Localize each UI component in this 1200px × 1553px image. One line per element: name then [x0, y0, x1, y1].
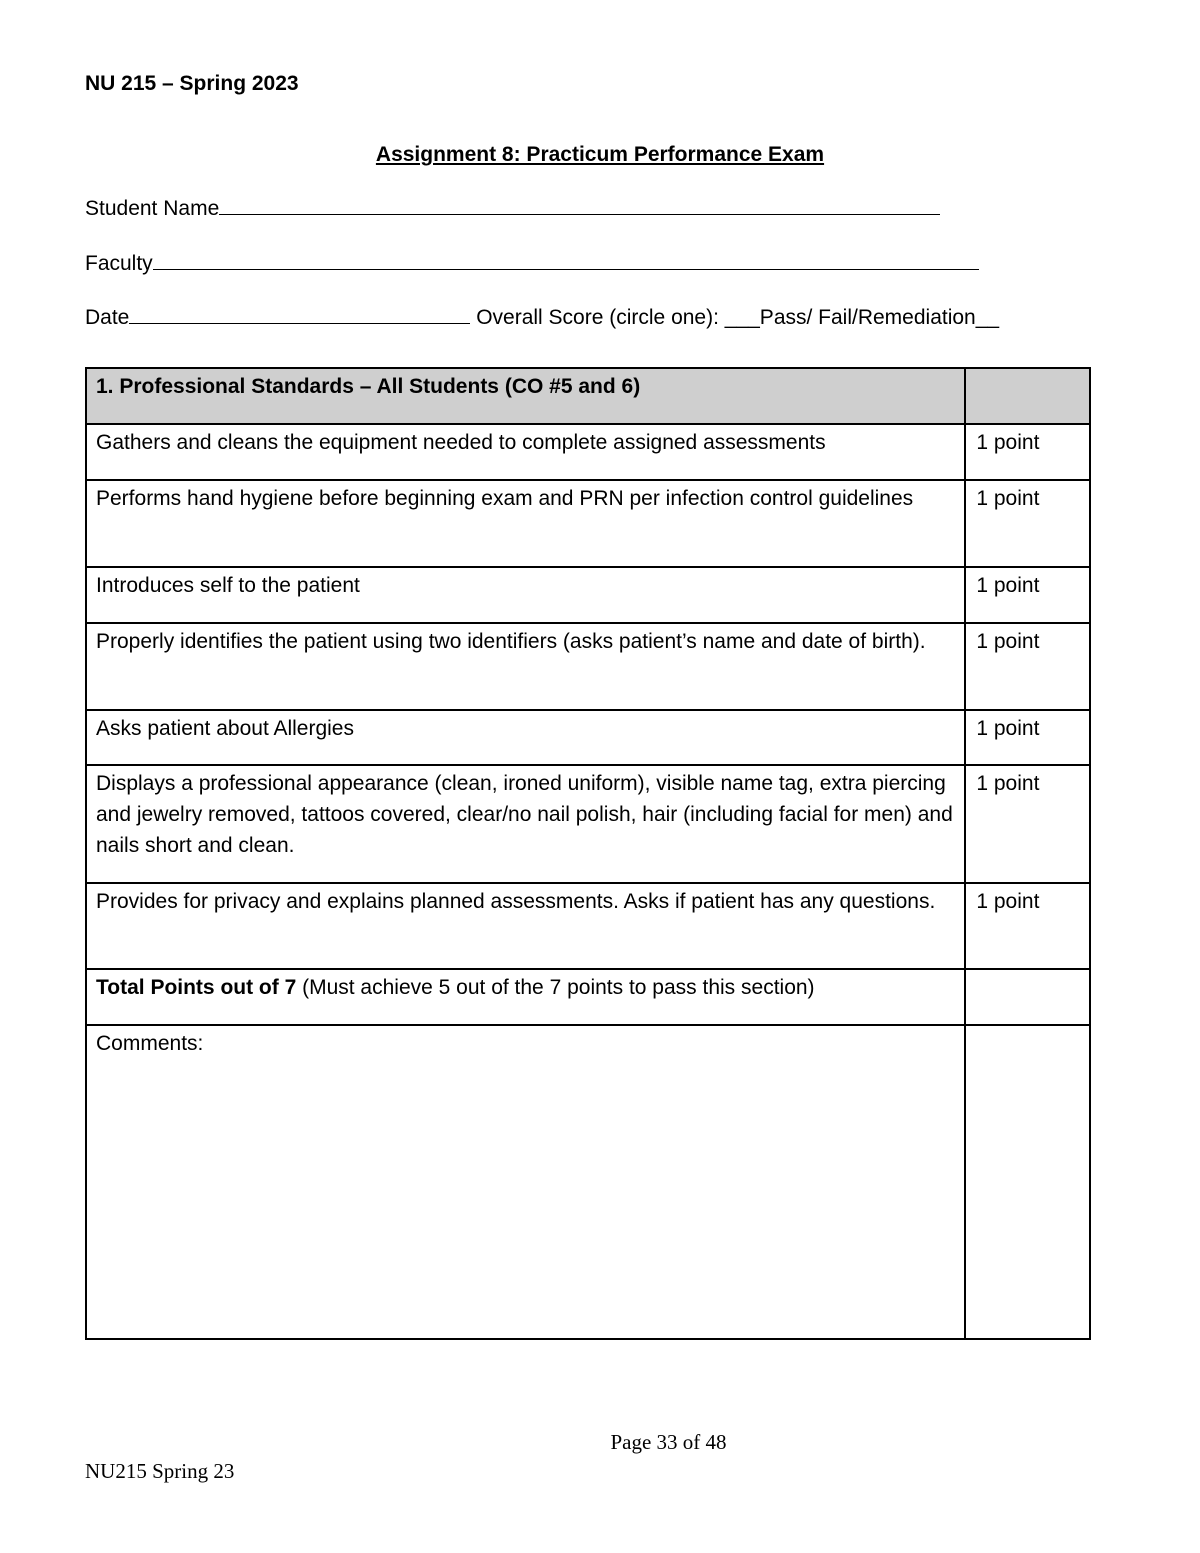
faculty-label: Faculty	[85, 252, 153, 275]
date-label: Date	[85, 306, 130, 329]
table-row	[86, 883, 1090, 969]
item-description: Properly identifies the patient using two identifiers (asks patient’s name and date of birth).	[86, 623, 965, 710]
item-description: Performs hand hygiene before beginning exam and PRN per infection control guidelines	[86, 480, 965, 567]
comments-side-cell	[965, 1025, 1090, 1339]
total-label: Total Points out of 7	[96, 976, 297, 999]
table-row	[86, 623, 1090, 710]
overall-score-text: Overall Score (circle one): ___Pass/ Fail/Remediation__	[470, 306, 1000, 329]
total-row	[86, 969, 1090, 1025]
item-points: 1 point	[965, 883, 1090, 969]
item-description: Provides for privacy and explains planned assessments. Asks if patient has any questions.	[86, 883, 965, 969]
assignment-title-text: Assignment 8: Practicum Performance Exam	[375, 143, 825, 166]
section-points-cell	[965, 368, 1090, 424]
student-name-label: Student Name	[85, 197, 220, 220]
table-row	[86, 710, 1090, 765]
section-title: 1. Professional Standards – All Students (CO #5 and 6)	[86, 368, 965, 424]
comments-row	[86, 1025, 1090, 1339]
total-cell	[86, 969, 965, 1025]
item-points: 1 point	[965, 424, 1090, 480]
professional-standards-table	[85, 367, 1091, 1340]
item-description: Displays a professional appearance (clean, ironed uniform), visible name tag, extra piercing and jewelry removed, tattoos covered, clear/no nail polish, hair (including facial for men) and nails short and clean.	[86, 765, 965, 883]
item-description: Introduces self to the patient	[86, 567, 965, 623]
item-points: 1 point	[965, 623, 1090, 710]
assignment-title	[0, 143, 1200, 167]
item-points: 1 point	[965, 567, 1090, 623]
total-score-cell[interactable]	[965, 969, 1090, 1025]
total-note: (Must achieve 5 out of the 7 points to pass this section)	[296, 976, 815, 999]
table-row	[86, 765, 1090, 883]
item-description: Gathers and cleans the equipment needed to complete assigned assessments	[86, 424, 965, 480]
item-description: Asks patient about Allergies	[86, 710, 965, 765]
item-points: 1 point	[965, 765, 1090, 883]
item-points: 1 point	[965, 710, 1090, 765]
table-row	[86, 567, 1090, 623]
date-blank[interactable]	[129, 304, 470, 324]
item-points: 1 point	[965, 480, 1090, 567]
section-header-row	[86, 368, 1090, 424]
page-number: Page 33 of 48	[610, 1430, 727, 1454]
footer-course: NU215 Spring 23	[85, 1459, 235, 1483]
faculty-row	[85, 250, 979, 276]
date-score-row	[85, 304, 999, 330]
table-row	[86, 424, 1090, 480]
faculty-blank[interactable]	[153, 250, 979, 270]
table-row	[86, 480, 1090, 567]
student-name-blank[interactable]	[219, 195, 940, 215]
course-header: NU 215 – Spring 2023	[85, 72, 299, 95]
student-name-row	[85, 195, 940, 221]
comments-cell[interactable]	[86, 1025, 965, 1339]
comments-label: Comments:	[96, 1032, 204, 1055]
